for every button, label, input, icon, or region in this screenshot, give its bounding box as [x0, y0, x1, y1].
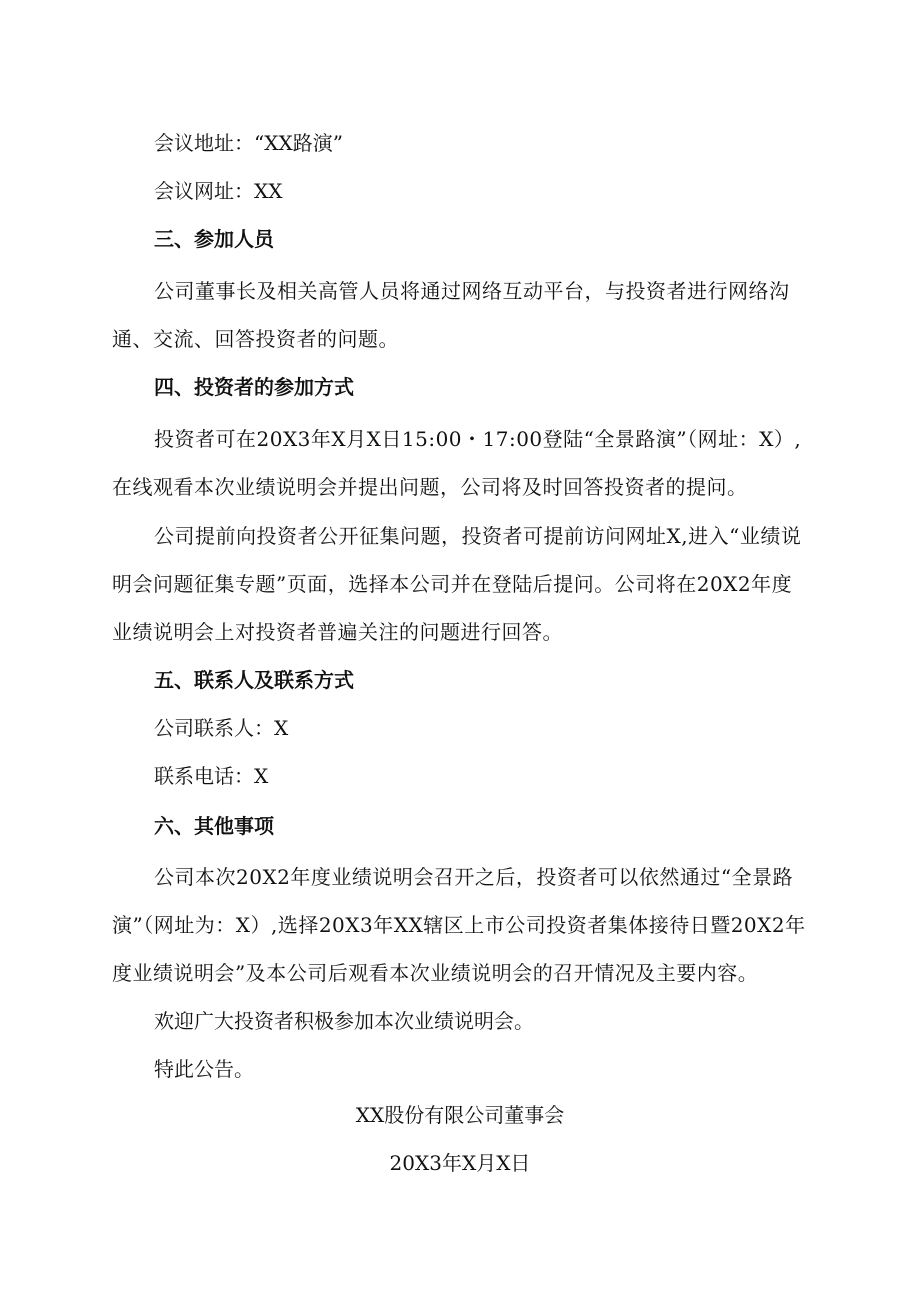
section-3-heading: 三、参加人员: [154, 227, 274, 251]
section-6-body: 公司本次20X2年度业绩说明会召开之后，投资者可以依然通过“全景路演”（网址为：X）,选择20X3年XX辖区上市公司投资者集体接待日暨20X2年度业绩说明会”及本公司后观看本次业绩说明会的召开情况及主要内容。: [112, 865, 806, 985]
section-4-heading: 四、投资者的参加方式: [154, 375, 354, 399]
section-6-heading: 六、其他事项: [154, 814, 274, 838]
contact-person: 公司联系人：X: [154, 716, 289, 740]
section-4-body-1: 投资者可在20X3年X月X日15:00・17:00登陆“全景路演”（网址：X）,在线观看本次业绩说明会并提出问题，公司将及时回答投资者的提问。: [112, 427, 802, 499]
closing-text: 特此公告。: [154, 1057, 254, 1081]
welcome-text: 欢迎广大投资者积极参加本次业绩说明会。: [154, 1009, 534, 1033]
contact-phone: 联系电话：X: [154, 764, 269, 788]
section-4-body-2: 公司提前向投资者公开征集问题，投资者可提前访问网址X,进入“业绩说明会问题征集专题”页面，选择本公司并在登陆后提问。公司将在20X2年度业绩说明会上对投资者普遍关注的问题进行回答。: [112, 524, 802, 644]
meeting-address: 会议地址：“XX路演”: [154, 131, 343, 155]
date: 20X3年X月X日: [389, 1151, 531, 1175]
signature: XX股份有限公司董事会: [355, 1103, 565, 1127]
section-5-heading: 五、联系人及联系方式: [154, 668, 354, 692]
meeting-url: 会议网址：XX: [154, 179, 283, 203]
section-3-body: 公司董事长及相关高管人员将通过网络互动平台，与投资者进行网络沟通、交流、回答投资者的问题。: [112, 279, 790, 351]
